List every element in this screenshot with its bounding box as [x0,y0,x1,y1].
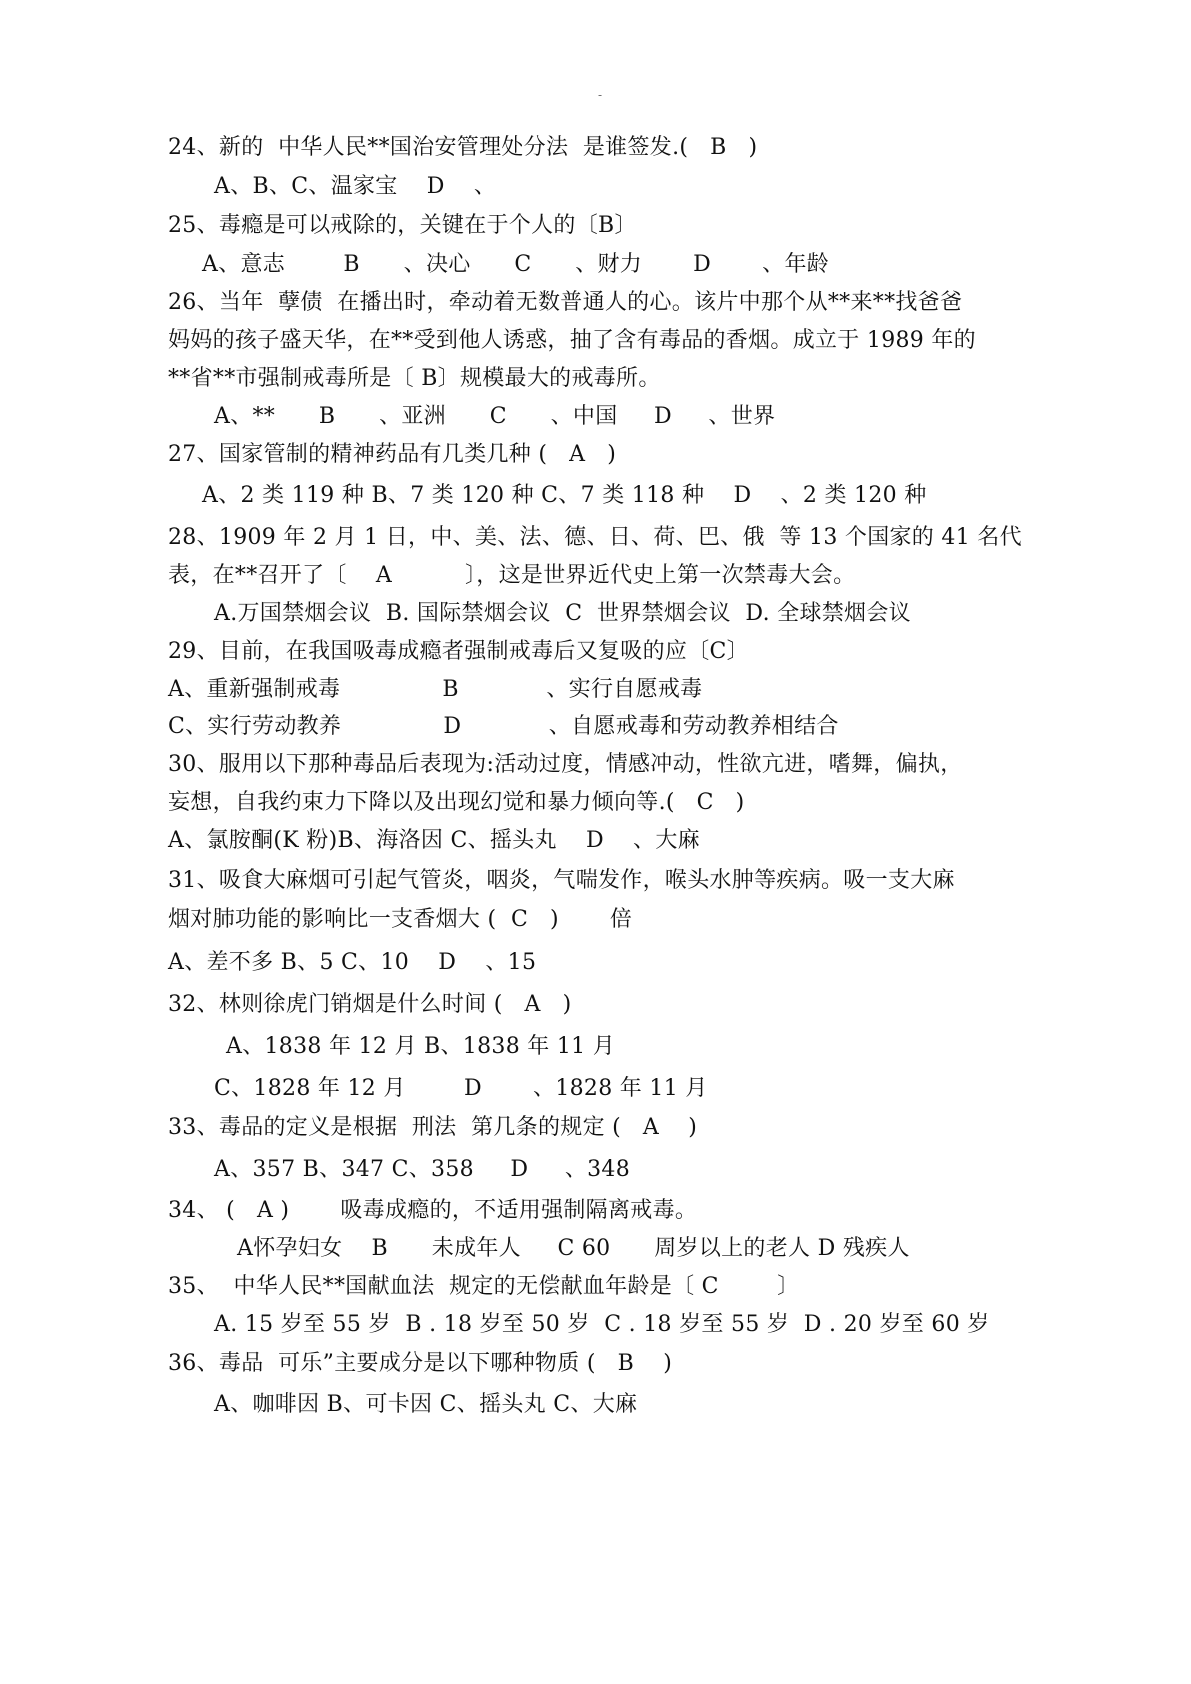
q36-options: A、咖啡因 B、可卡因 C、摇头丸 C、大麻 [214,1392,638,1417]
q35-stem: 35、 中华人民**国献血法 规定的无偿献血年龄是〔 C 〕 [168,1274,800,1299]
q29-options-ab: A、重新强制戒毒 B 、实行自愿戒毒 [168,677,703,702]
q28-stem-line1: 28、1909 年 2 月 1 日，中、美、法、德、日、荷、巴、俄 等 13 个国家的 41 名代 [168,525,1022,550]
q29-stem: 29、目前，在我国吸毒成瘾者强制戒毒后又复吸的应〔C〕 [168,639,749,664]
q30-stem-line2: 妄想，自我约束力下降以及出现幻觉和暴力倾向等.( C ) [168,790,745,815]
q35-options: A. 15 岁至 55 岁 B . 18 岁至 50 岁 C . 18 岁至 55 岁 D . 20 岁至 60 岁 [214,1312,990,1337]
q30-stem-line1: 30、服用以下那种毒品后表现为:活动过度，情感冲动，性欲亢进，嗜舞，偏执， [168,752,963,777]
q32-stem: 32、林则徐虎门销烟是什么时间 ( A ) [168,992,572,1017]
q34-options: A怀孕妇女 B 未成年人 C 60 周岁以上的老人 D 残疾人 [237,1236,910,1261]
q25-options: A、意志 B 、决心 C 、财力 D 、年龄 [202,252,830,277]
q34-stem: 34、 ( A ) 吸毒成瘾的，不适用强制隔离戒毒。 [168,1198,698,1223]
q32-options-cd: C、1828 年 12 月 D 、1828 年 11 月 [214,1076,708,1101]
q28-stem-line2: 表，在**召开了〔 A 〕，这是世界近代史上第一次禁毒大会。 [168,563,856,588]
q33-options: A、357 B、347 C、358 D 、348 [214,1157,631,1182]
q36-stem: 36、毒品 可乐”主要成分是以下哪种物质 ( B ) [168,1351,673,1376]
q24-options: A、B、C、温家宝 D 、 [214,174,497,199]
q33-stem: 33、毒品的定义是根据 刑法 第几条的规定 ( A ) [168,1115,698,1140]
q31-options: A、差不多 B、5 C、10 D 、15 [168,950,537,975]
page-mark: - [598,88,603,102]
q31-stem-line1: 31、吸食大麻烟可引起气管炎，咽炎，气喘发作，喉头水肿等疾病。吸一支大麻 [168,868,955,893]
q24-stem: 24、新的 中华人民**国治安管理处分法 是谁签发.( B ) [168,135,758,160]
q28-options: A.万国禁烟会议 B. 国际禁烟会议 C 世界禁烟会议 D. 全球禁烟会议 [214,601,911,626]
q31-stem-line2: 烟对肺功能的影响比一支香烟大 ( C ) 倍 [168,907,633,932]
q26-stem-line3: **省**市强制戒毒所是〔 B〕规模最大的戒毒所。 [168,366,661,391]
q29-options-cd: C、实行劳动教养 D 、自愿戒毒和劳动教养相结合 [168,714,839,739]
q27-options: A、2 类 119 种 B、7 类 120 种 C、7 类 118 种 D 、2 类 120 种 [202,483,927,508]
q26-stem-line2: 妈妈的孩子盛天华，在**受到他人诱惑，抽了含有毒品的香烟。成立于 1989 年的 [168,328,976,353]
q27-stem: 27、国家管制的精神药品有几类几种 ( A ) [168,442,617,467]
q30-options: A、氯胺酮(K 粉)B、海洛因 C、摇头丸 D 、大麻 [168,828,700,853]
q26-options: A、** B 、亚洲 C 、中国 D 、世界 [214,404,776,429]
q26-stem-line1: 26、当年 孽债 在播出时，牵动着无数普通人的心。该片中那个从**来**找爸爸 [168,290,963,315]
q32-options-ab: A、1838 年 12 月 B、1838 年 11 月 [226,1034,616,1059]
q25-stem: 25、毒瘾是可以戒除的，关键在于个人的〔B〕 [168,213,637,238]
